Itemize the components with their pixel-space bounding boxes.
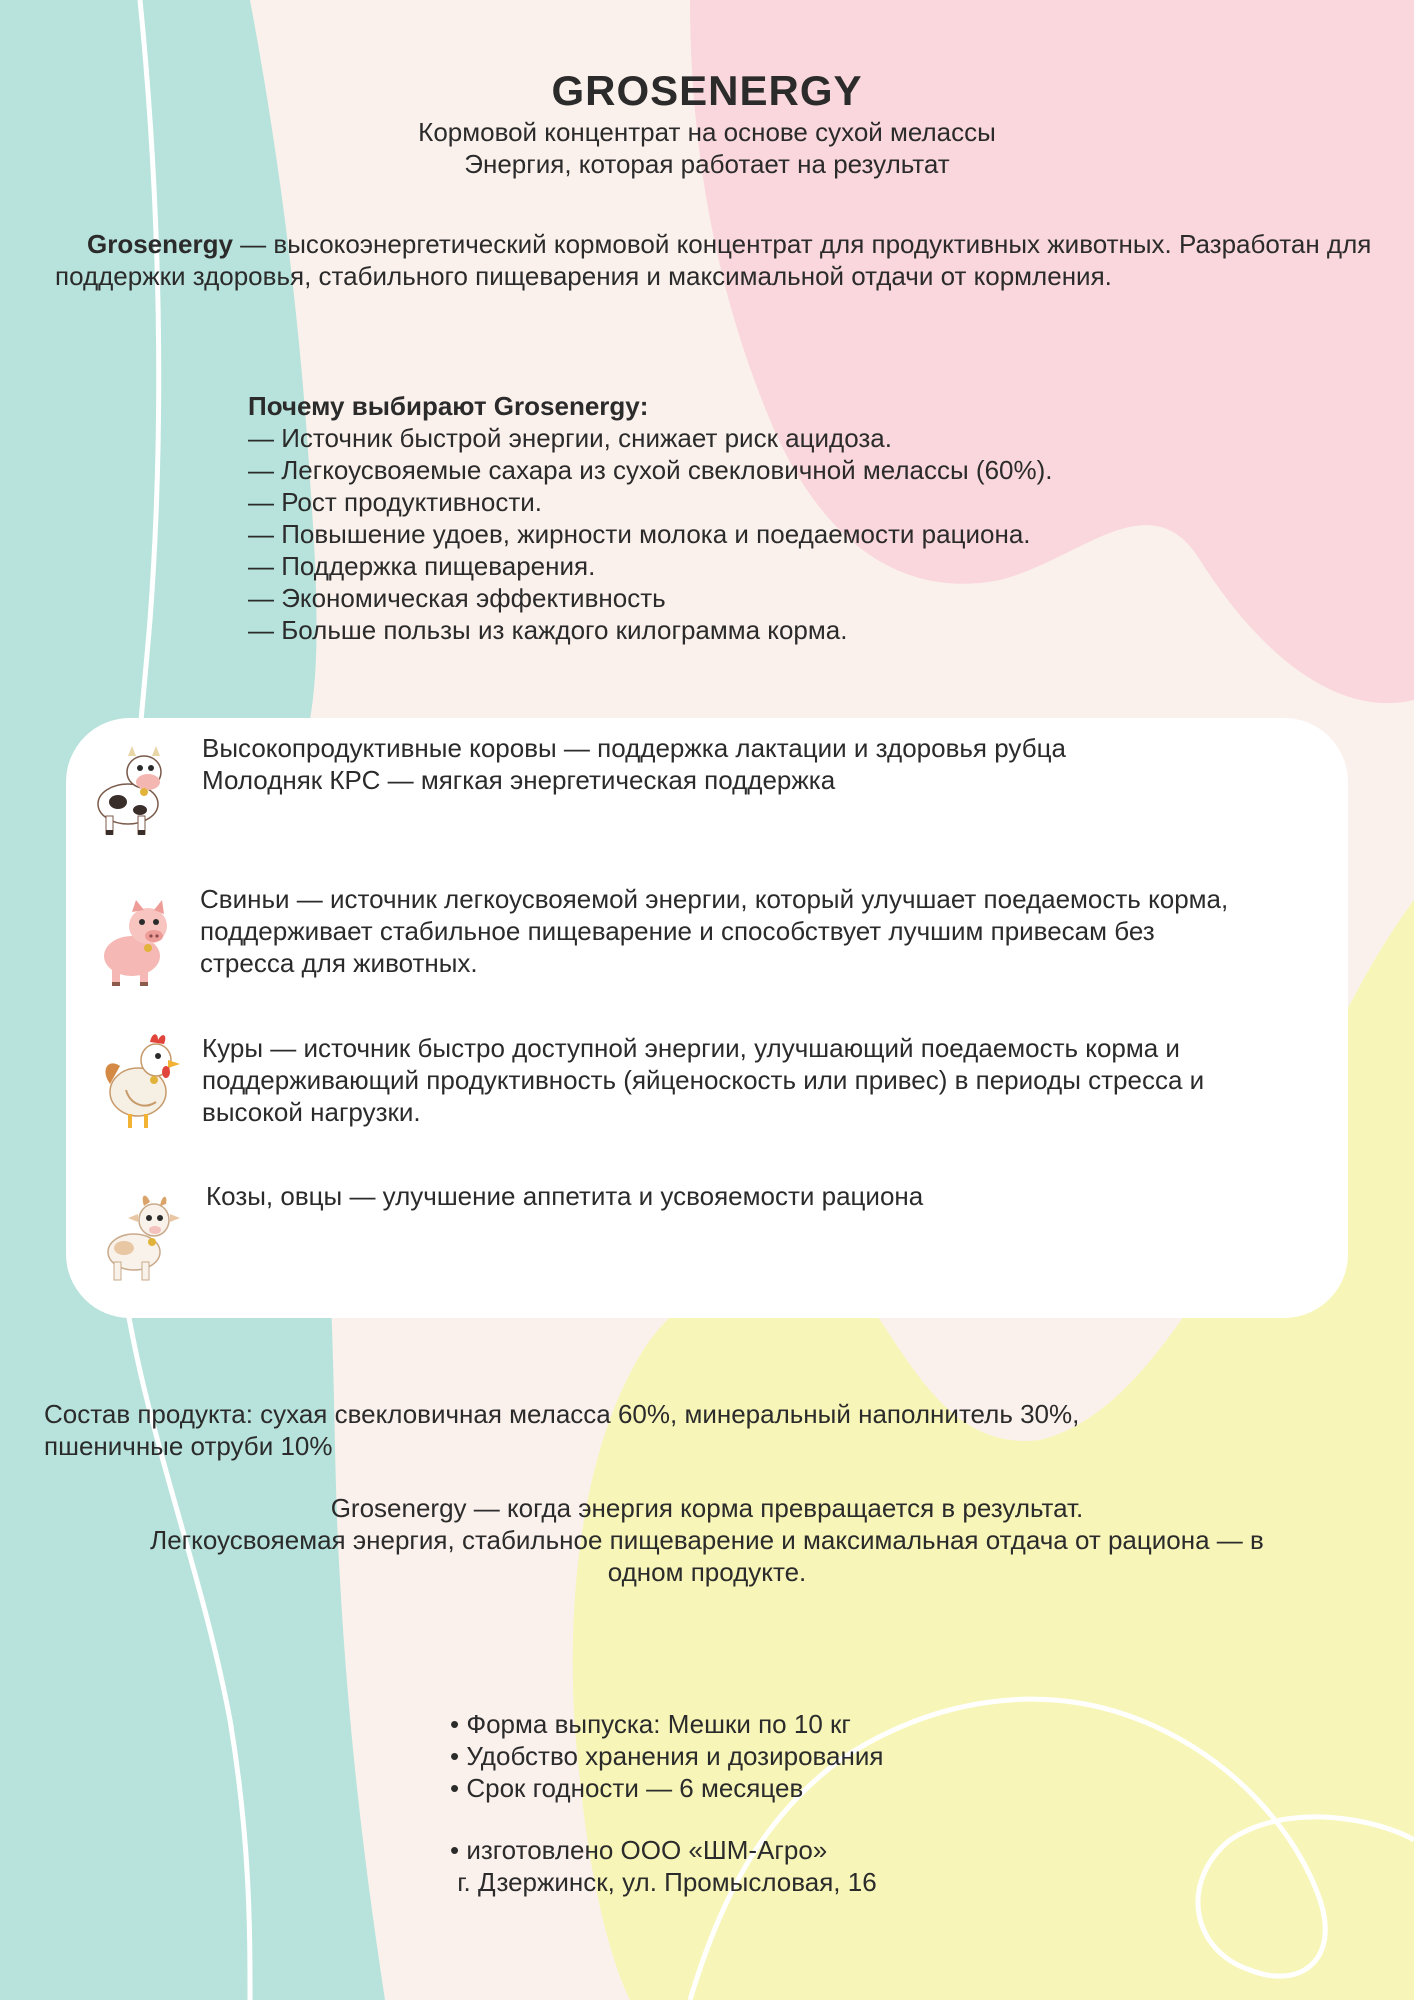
animal-text-goat <box>206 1180 923 1212</box>
animal-line: Козы, овцы — улучшение аппетита и усвояемости рациона <box>206 1181 924 1211</box>
closing-line: Легкоусвояемая энергия, стабильное пищеварение и максимальная отдача от рациона — в <box>150 1525 1264 1555</box>
closing-line: Grosenergy — когда энергия корма превращается в результат. <box>330 1493 1084 1523</box>
why-heading: Почему выбирают Grosenergy: <box>248 391 649 421</box>
animal-line: Свиньи — источник легкоусвояемой энергии, который улучшает поедаемость корма, <box>200 884 1229 914</box>
detail-item: • Форма выпуска: Мешки по 10 кг <box>450 1709 851 1739</box>
page-title: GROSENERGY <box>551 67 863 114</box>
address: г. Дзержинск, ул. Промысловая, 16 <box>450 1867 877 1897</box>
animal-line: поддерживающий продуктивность (яйценоскость или привес) в периоды стресса и <box>202 1065 1205 1095</box>
composition <box>44 1398 1304 1462</box>
animal-line: Молодняк КРС — мягкая энергетическая поддержка <box>202 765 836 795</box>
animal-line: Высокопродуктивные коровы — поддержка лактации и здоровья рубца <box>202 733 1066 763</box>
why-item: — Рост продуктивности. <box>248 487 542 517</box>
detail-item: • Срок годности — 6 месяцев <box>450 1773 804 1803</box>
why-item: — Экономическая эффективность <box>248 583 666 613</box>
intro-text: — высокоэнергетический кормовой концентрат для продуктивных животных. Разработан для поддержки здоровья, стабильного пищеварения и максимальной отдачи от кормления. <box>55 229 1372 291</box>
closing-line: одном продукте. <box>607 1557 807 1587</box>
why-item: — Поддержка пищеварения. <box>248 551 596 581</box>
animals-card <box>66 718 1348 1318</box>
animal-text-cow <box>202 732 1066 796</box>
subtitle-line-1: Кормовой концентрат на основе сухой мелассы <box>418 117 996 147</box>
pig-icon <box>96 892 178 992</box>
intro-paragraph <box>55 228 1385 292</box>
composition-line: пшеничные отруби 10% <box>44 1431 333 1461</box>
why-item: — Источник быстрой энергии, снижает риск ацидоза. <box>248 423 892 453</box>
animal-text-chicken <box>202 1032 1204 1128</box>
animal-line: поддерживает стабильное пищеварение и способствует лучшим привесам без <box>200 916 1155 946</box>
composition-line: Состав продукта: сухая свекловичная меласса 60%, минеральный наполнитель 30%, <box>44 1399 1080 1429</box>
why-item: — Повышение удоев, жирности молока и поедаемости рациона. <box>248 519 1031 549</box>
animal-text-pig <box>200 883 1228 979</box>
why-item: — Больше пользы из каждого килограмма корма. <box>248 615 848 645</box>
closing-statement <box>40 1492 1374 1588</box>
animal-line: Куры — источник быстро доступной энергии, улучшающий поедаемость корма и <box>202 1033 1180 1063</box>
cow-icon <box>88 742 172 838</box>
animal-line: высокой нагрузки. <box>202 1097 421 1127</box>
animal-line: стресса для животных. <box>200 948 478 978</box>
subtitle-line-2: Энергия, которая работает на результат <box>464 149 950 179</box>
detail-item: • Удобство хранения и дозирования <box>450 1741 884 1771</box>
manufacturer: • изготовлено ООО «ШМ-Агро» <box>450 1835 828 1865</box>
why-item: — Легкоусвояемые сахара из сухой свекловичной мелассы (60%). <box>248 455 1053 485</box>
chicken-icon <box>100 1030 186 1134</box>
product-details <box>450 1708 883 1898</box>
goat-icon <box>96 1190 186 1286</box>
why-section <box>248 390 1053 646</box>
intro-brand: Grosenergy <box>87 229 233 259</box>
